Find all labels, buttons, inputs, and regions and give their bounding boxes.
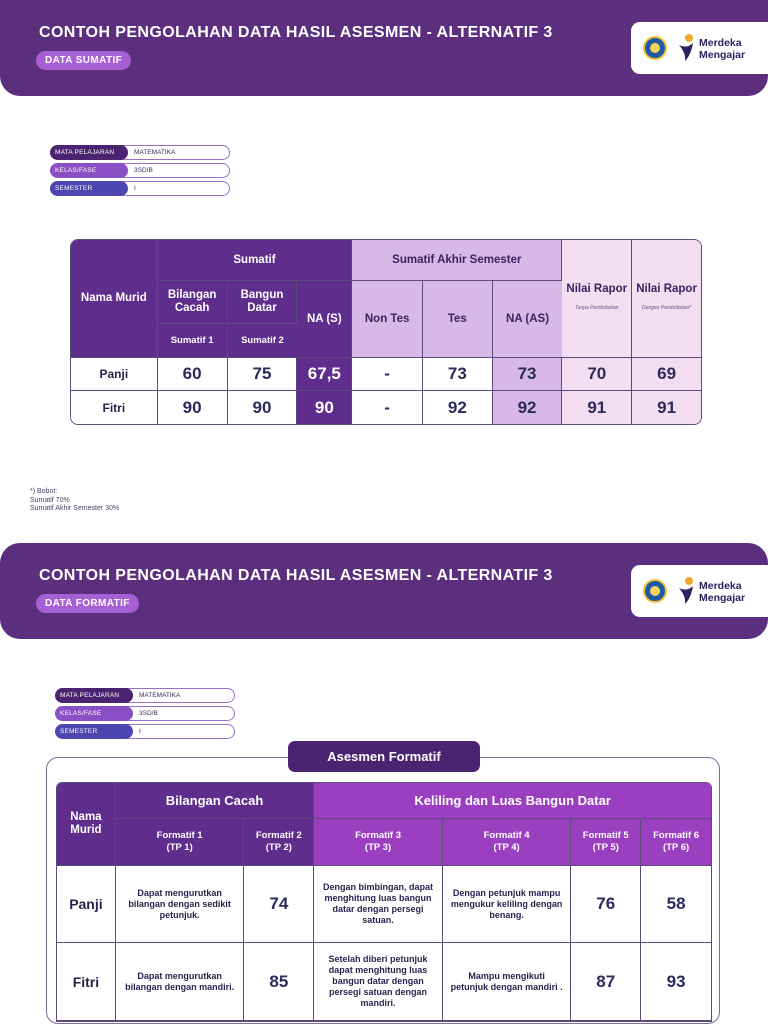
semester-label: SEMESTER: [55, 724, 133, 739]
formatif-2-score: 85: [244, 943, 314, 1021]
score-rapor-1: 91: [562, 391, 632, 424]
footnote-line: *) Bobot:: [30, 488, 58, 495]
header-sumatif-2: Sumatif 2: [228, 324, 298, 358]
header-formatif-6: Formatif 6 (TP 6): [641, 819, 711, 866]
score-non-tes: -: [352, 391, 423, 424]
score-sumatif-2: 90: [228, 391, 298, 424]
footnote-line: Sumatif Akhir Semester 30%: [30, 505, 120, 512]
class-value: 3SD/B: [120, 163, 230, 178]
student-name: Fitri: [57, 943, 116, 1021]
sumatif-table: [70, 239, 702, 425]
page-title: CONTOH PENGOLAHAN DATA HASIL ASESMEN - ALTERNATIF 3: [39, 24, 553, 41]
header-nilai-rapor-2: Nilai Rapor Dengan Pembobotan*: [632, 240, 701, 358]
score-tes: 92: [423, 391, 493, 424]
score-sumatif-1: 90: [158, 391, 228, 424]
semester-value: I: [125, 724, 235, 739]
semester-label: SEMESTER: [50, 181, 128, 196]
page-title: CONTOH PENGOLAHAN DATA HASIL ASESMEN - ALTERNATIF 3: [39, 567, 553, 584]
score-sumatif-1: 60: [158, 358, 228, 391]
rapor-2-note: Dengan Pembobotan*: [641, 304, 692, 311]
formatif-3-desc: Setelah diberi petunjuk dapat menghitung luas bangun datar dengan persegi satuan dengan mandiri.: [314, 943, 443, 1021]
header-formatif-2: Formatif 2 (TP 2): [244, 819, 314, 866]
formatif-1-desc: Dapat mengurutkan bilangan dengan mandiri.: [116, 943, 245, 1021]
header-sumatif: Sumatif: [158, 240, 353, 281]
score-na-s: 67,5: [297, 358, 352, 391]
score-non-tes: -: [352, 358, 423, 391]
formatif-4-desc: Dengan petunjuk mampu mengukur keliling dengan benang.: [443, 866, 572, 943]
formatif-3-desc: Dengan bimbingan, dapat menghitung luas bangun datar dengan persegi satuan.: [314, 866, 443, 943]
header-non-tes: Non Tes: [352, 281, 423, 358]
weighting-footnote: [30, 488, 119, 514]
footnote-line: Sumatif 70%: [30, 496, 70, 504]
table-row: [57, 943, 711, 1021]
subject-value: MATEMATIKA: [120, 145, 230, 160]
header-formatif-3: Formatif 3 (TP 3): [314, 819, 443, 866]
header-nilai-rapor-1: Nilai Rapor Tanpa Pembobotan: [562, 240, 632, 358]
header-bangun-datar: Bangun Datar: [228, 281, 298, 324]
header-nama-murid: Nama Murid: [57, 783, 116, 866]
score-na-s: 90: [297, 391, 352, 424]
semester-value: I: [120, 181, 230, 196]
section-pill: DATA FORMATIF: [36, 594, 139, 613]
student-name: Panji: [71, 358, 158, 391]
formatif-6-score: 93: [641, 943, 711, 1021]
class-value: 3SD/B: [125, 706, 235, 721]
formatif-4-desc: Mampu mengikuti petunjuk dengan mandiri .: [443, 943, 572, 1021]
score-rapor-2: 69: [632, 358, 701, 391]
header-bilangan-cacah: Bilangan Cacah: [116, 783, 314, 819]
score-rapor-2: 91: [632, 391, 701, 424]
rapor-1-note: Tanpa Pembobotan: [575, 304, 619, 311]
score-sumatif-2: 75: [228, 358, 298, 391]
header-banner-sumatif: [0, 0, 768, 96]
merdeka-mengajar-logo-icon: [677, 576, 697, 606]
logo-box: [631, 565, 768, 617]
header-na-as: NA (AS): [493, 281, 563, 358]
score-rapor-1: 70: [562, 358, 632, 391]
class-label: KELAS/FASE: [55, 706, 133, 721]
header-na-s: NA (S): [297, 281, 352, 358]
formatif-5-score: 76: [571, 866, 641, 943]
formatif-1-desc: Dapat mengurutkan bilangan dengan sedikit petunjuk.: [116, 866, 245, 943]
formatif-5-score: 87: [571, 943, 641, 1021]
formatif-2-score: 74: [244, 866, 314, 943]
formatif-table: [56, 782, 712, 1022]
student-name: Fitri: [71, 391, 158, 424]
table-row: [71, 391, 701, 424]
subject-label: MATA PELAJARAN: [55, 688, 133, 703]
header-tes: Tes: [423, 281, 493, 358]
tut-wuri-handayani-logo-icon: [643, 579, 667, 603]
header-sumatif-1: Sumatif 1: [158, 324, 228, 358]
subject-value: MATEMATIKA: [125, 688, 235, 703]
score-na-as: 92: [493, 391, 563, 424]
formatif-6-score: 58: [641, 866, 711, 943]
header-keliling-luas: Keliling dan Luas Bangun Datar: [314, 783, 711, 819]
header-formatif-1: Formatif 1 (TP 1): [116, 819, 245, 866]
header-nama-murid: Nama Murid: [71, 240, 158, 358]
header-banner-formatif: [0, 543, 768, 639]
header-bilangan-cacah: Bilangan Cacah: [158, 281, 228, 324]
section-pill: DATA SUMATIF: [36, 51, 131, 70]
merdeka-mengajar-logo-icon: [677, 33, 697, 63]
logo-wordmark: Merdeka Mengajar: [699, 37, 746, 61]
tut-wuri-handayani-logo-icon: [643, 36, 667, 60]
logo-wordmark: Merdeka Mengajar: [699, 580, 746, 604]
asesmen-formatif-tab: Asesmen Formatif: [288, 741, 480, 772]
score-tes: 73: [423, 358, 493, 391]
logo-box: [631, 22, 768, 74]
subject-label: MATA PELAJARAN: [50, 145, 128, 160]
table-row: [71, 358, 701, 391]
table-row: [57, 866, 711, 943]
header-sumatif-akhir-semester: Sumatif Akhir Semester: [352, 240, 562, 281]
class-label: KELAS/FASE: [50, 163, 128, 178]
score-na-as: 73: [493, 358, 563, 391]
student-name: Panji: [57, 866, 116, 943]
header-formatif-4: Formatif 4 (TP 4): [443, 819, 572, 866]
header-formatif-5: Formatif 5 (TP 5): [571, 819, 641, 866]
